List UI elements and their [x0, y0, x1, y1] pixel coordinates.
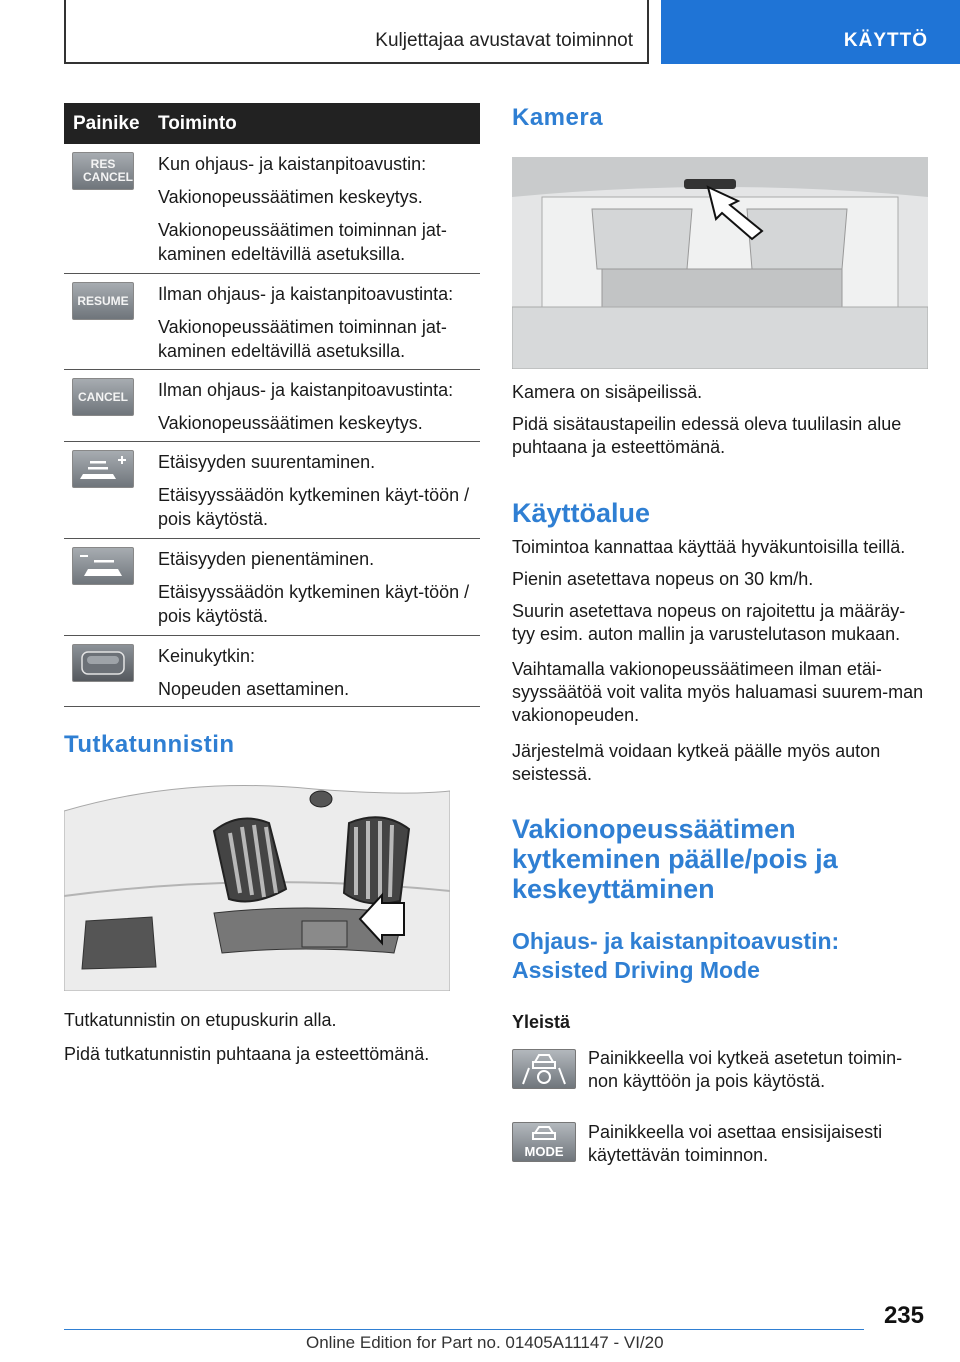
table-row	[64, 274, 480, 370]
row-function	[158, 282, 474, 372]
usage-text-5: Järjestelmä voidaan kytkeä päälle myös auton seistessä.	[512, 741, 881, 784]
table-row	[64, 442, 480, 539]
mode-button-image	[512, 1122, 576, 1162]
camera-clean-text: Pidä sisätaustapeilin edessä oleva tuulilasin alue puhtaana ja esteettömänä.	[512, 414, 902, 457]
button-function-table	[64, 103, 480, 699]
section-title: KÄYTTÖ	[843, 30, 928, 51]
function-text: Vakionopeussäätimen keskeytys.	[158, 187, 423, 207]
general-heading: Yleistä	[512, 1012, 571, 1032]
row-function	[158, 152, 474, 275]
table-row	[64, 144, 480, 274]
function-text: Vakionopeussäätimen toiminnan jat-kaminen edeltävillä asetuksilla.	[158, 317, 447, 361]
radar-sensor-heading: Tutkatunnistin	[64, 731, 235, 758]
button-2-description: Painikkeella voi asettaa ensisijaisesti käytettävän toiminnon.	[588, 1122, 883, 1165]
radar-location-text: Tutkatunnistin on etupuskurin alla.	[64, 1010, 337, 1030]
function-text: Kun ohjaus- ja kaistanpitoavustin:	[158, 154, 427, 174]
button-1-description: Painikkeella voi kytkeä asetetun toimin-non käyttöön ja pois käytöstä.	[588, 1048, 903, 1091]
function-text: Vakionopeussäätimen toiminnan jat-kaminen edeltävillä asetuksilla.	[158, 220, 447, 264]
function-text: Vakionopeussäätimen keskeytys.	[158, 413, 423, 433]
svg-text:MODE: MODE	[524, 1144, 564, 1159]
cruise-control-heading: Vakionopeussäätimen kytkeminen päälle/pois ja keskeyttäminen	[512, 814, 838, 904]
row-function	[158, 547, 474, 637]
rocker-switch-icon	[72, 644, 134, 682]
footer-edition: Online Edition for Part no. 01405A11147 - VI/20	[306, 1333, 664, 1352]
resume-button-image: RESUME	[72, 282, 134, 320]
cancel-button-image: CANCEL	[72, 378, 134, 416]
camera-heading: Kamera	[512, 104, 604, 131]
footer-divider	[64, 1329, 864, 1330]
distance-increase-icon	[72, 450, 134, 488]
camera-location-text: Kamera on sisäpeilissä.	[512, 382, 703, 402]
function-text: Keinukytkin:	[158, 646, 256, 666]
distance-decrease-icon	[72, 547, 134, 585]
table-header	[64, 103, 480, 144]
page-number: 235	[883, 1302, 924, 1329]
table-row	[64, 539, 480, 636]
table-row	[64, 636, 480, 707]
usage-area-heading: Käyttöalue	[512, 498, 651, 528]
usage-text-2: Pienin asetettava nopeus on 30 km/h.	[512, 569, 814, 589]
function-text: Etäisyyden pienentäminen.	[158, 549, 375, 569]
radar-clean-text: Pidä tutkatunnistin puhtaana ja esteettömänä.	[64, 1044, 430, 1064]
column-header-function: Toiminto	[158, 112, 237, 134]
usage-text-3: Suurin asetettava nopeus on rajoitettu ja määräy-tyy esim. auton mallin ja varustelutason mukaan.	[512, 601, 906, 644]
function-text: Etäisyyssäädön kytkeminen käyt-töön / pois käytöstä.	[158, 582, 470, 626]
row-function	[158, 450, 474, 540]
function-text: Etäisyyssäädön kytkeminen käyt-töön / pois käytöstä.	[158, 485, 470, 529]
table-row	[64, 370, 480, 442]
res-cancel-button-image: RES CANCEL	[72, 152, 134, 190]
usage-text-4: Vaihtamalla vakionopeussäätimeen ilman etäi-syyssäätöä voit valita myös haluamasi suurem-man vakionopeuden.	[512, 659, 924, 725]
header-section-tab	[661, 0, 960, 64]
function-text: Nopeuden asettaminen.	[158, 679, 350, 699]
steering-assist-icon	[512, 1049, 576, 1089]
row-function	[158, 378, 474, 444]
header-chapter-box	[64, 0, 649, 64]
function-text: Ilman ohjaus- ja kaistanpitoavustinta:	[158, 380, 454, 400]
radar-sensor-illustration	[64, 771, 450, 991]
column-header-button: Painike	[73, 112, 140, 134]
chapter-title: Kuljettajaa avustavat toiminnot	[375, 30, 633, 51]
row-function	[158, 644, 474, 710]
usage-text-1: Toimintoa kannattaa käyttää hyväkuntoisilla teillä.	[512, 537, 906, 557]
function-text: Etäisyyden suurentaminen.	[158, 452, 376, 472]
assist-mode-subheading: Ohjaus- ja kaistanpitoavustin: Assisted Driving Mode	[512, 928, 840, 983]
function-text: Ilman ohjaus- ja kaistanpitoavustinta:	[158, 284, 454, 304]
camera-illustration	[512, 157, 928, 369]
